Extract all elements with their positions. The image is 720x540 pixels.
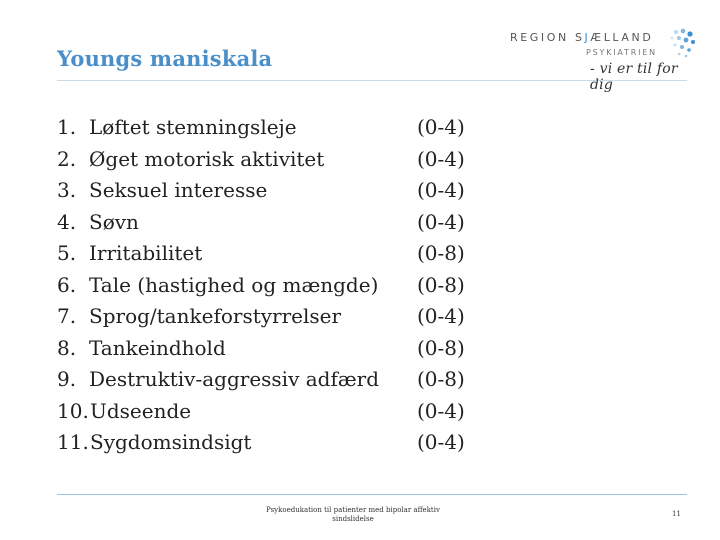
item-label: Udseende: [90, 398, 192, 423]
item-number: 5.: [57, 241, 77, 265]
item-score-range: (0-4): [417, 430, 465, 454]
logo-tagline: - vi er til for dig: [590, 61, 678, 93]
page-number: 11: [672, 510, 681, 518]
item-number: 1.: [57, 115, 77, 139]
item-score-range: (0-4): [417, 304, 465, 328]
item-number: 6.: [57, 272, 77, 297]
list-item: [57, 112, 657, 144]
logo-wordmark-accent: J: [584, 31, 591, 44]
item-label: Irritabilitet: [89, 241, 203, 265]
item-number: 2.: [57, 146, 77, 171]
logo-wordmark: [510, 31, 653, 44]
item-score-range: (0-4): [417, 398, 465, 423]
item-number: 9.: [57, 367, 77, 391]
item-score-range: (0-4): [417, 178, 465, 202]
logo-wordmark-part-a: REGION S: [510, 31, 585, 44]
logo-wordmark-part-b: ÆLLAND: [590, 31, 654, 44]
item-number: 11.: [57, 430, 89, 454]
item-score-range: (0-8): [417, 241, 465, 265]
list-item: [57, 270, 657, 302]
item-score-range: (0-8): [417, 335, 465, 360]
item-label: Destruktiv-aggressiv adfærd: [89, 367, 380, 391]
item-score-range: (0-4): [417, 146, 465, 171]
item-number: 8.: [57, 335, 77, 360]
item-number: 4.: [57, 209, 77, 234]
item-number: 3.: [57, 178, 77, 202]
scale-item-list: [57, 112, 657, 459]
region-sjaelland-logo: [508, 28, 698, 93]
item-score-range: (0-8): [417, 272, 465, 297]
list-item: [57, 175, 657, 207]
item-label: Øget motorisk aktivitet: [89, 146, 325, 171]
item-score-range: (0-4): [417, 209, 465, 234]
item-label: Seksuel interesse: [89, 178, 268, 202]
list-item: [57, 364, 657, 396]
list-item: [57, 301, 657, 333]
item-number: 7.: [57, 304, 77, 328]
list-item: [57, 207, 657, 239]
footer-caption: Psykoedukation til patienter med bipolar affektiv sindslidelse: [266, 506, 440, 523]
item-score-range: (0-4): [417, 115, 465, 139]
item-number: 10.: [57, 398, 89, 423]
item-label: Sprog/tankeforstyrrelser: [89, 304, 342, 328]
list-item: [57, 396, 657, 428]
item-label: Løftet stemningsleje: [89, 115, 297, 139]
item-label: Tale (hastighed og mængde): [89, 272, 379, 297]
slide-title: Youngs maniskala: [57, 46, 273, 71]
logo-dots-icon: [668, 28, 698, 58]
item-label: Sygdomsindsigt: [90, 430, 252, 454]
list-item: [57, 144, 657, 176]
logo-subtitle: PSYKIATRIEN: [586, 48, 657, 57]
item-score-range: (0-8): [417, 367, 465, 391]
item-label: Tankeindhold: [89, 335, 226, 360]
list-item: [57, 238, 657, 270]
footer-divider: [57, 494, 687, 495]
item-label: Søvn: [89, 209, 139, 234]
list-item: [57, 333, 657, 365]
list-item: [57, 427, 657, 459]
